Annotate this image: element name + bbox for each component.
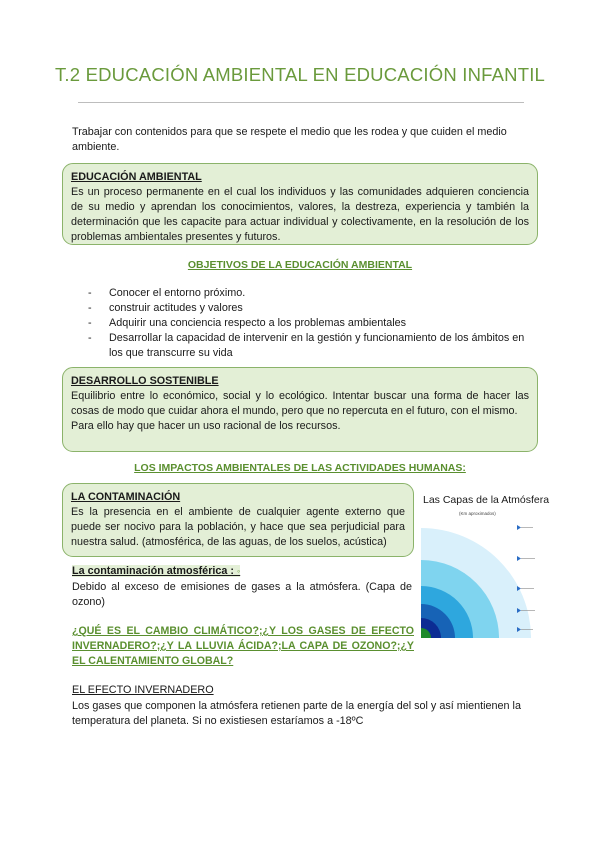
arrow-icon (517, 525, 521, 530)
air-pollution-title-text: La contaminación atmosférica : (72, 565, 234, 577)
air-pollution-text: Debido al exceso de emisiones de gases a la atmósfera. (Capa de ozono) (72, 581, 412, 608)
objectives-heading: OBJETIVOS DE LA EDUCACIÓN AMBIENTAL (187, 259, 413, 271)
greenhouse-title: EL EFECTO INVERNADERO (72, 684, 214, 696)
impacts-heading: LOS IMPACTOS AMBIENTALES DE LAS ACTIVIDADES HUMANAS: (134, 462, 466, 474)
list-item-text: Adquirir una conciencia respecto a los problemas ambientales (109, 317, 407, 329)
atmosphere-layers-figure (421, 490, 558, 640)
climate-questions: ¿QUÉ ES EL CAMBIO CLIMÁTICO?;¿Y LOS GASES DE EFECTO INVERNADERO?;¿Y LA LLUVIA ÁCIDA?;LA CAPA DE OZONO?;¿Y EL CALENTAMIENTO GLOBAL? (72, 625, 414, 667)
list-item-text: Desarrollar la capacidad de intervenir en la gestión y funcionamiento de los ámbitos en los que transcurre su vida (109, 332, 525, 359)
pollution-text: Es la presencia en el ambiente de cualquier agente externo que puede ser nocivo para la población, y hace que sea perjudicial para nuestra salud. (atmosférica, de las aguas, de los suelos, acústica) (71, 506, 405, 548)
title-divider (78, 102, 524, 103)
list-item (88, 331, 528, 361)
environmental-education-text: Es un proceso permanente en el cual los individuos y las comunidades adquieren conciencia de su medio y aprendan los conocimientos, valores, la destreza, experiencia y también la determinación que les capacite para actuar individual y colectivamente, en la resolución de los problemas ambientales presentes y futuros. (71, 186, 529, 243)
bullet-dash: - (88, 302, 92, 314)
intro-paragraph: Trabajar con contenidos para que se respete el medio que les rodea y que cuiden el medio ambiente. (72, 126, 507, 153)
environmental-education-title: EDUCACIÓN AMBIENTAL (71, 171, 202, 183)
list-item (88, 286, 528, 301)
atmosphere-diagram (421, 490, 558, 640)
sustainable-development-text-2: Para ello hay que hacer un uso racional de los recursos. (71, 420, 341, 432)
bullet-dash: - (88, 287, 92, 299)
greenhouse-text: Los gases que componen la atmósfera retienen parte de la energía del sol y así mientienen la temperatura del planeta. Si no existiesen estaríamos a -18ºC (72, 700, 521, 727)
list-item (88, 301, 528, 316)
list-item (88, 316, 528, 331)
sustainable-development-title: DESARROLLO SOSTENIBLE (71, 375, 219, 387)
objectives-list (88, 286, 528, 361)
page-title: T.2 EDUCACIÓN AMBIENTAL EN EDUCACIÓN INFANTIL (54, 64, 546, 85)
pollution-box (62, 483, 414, 557)
bullet-dash: - (88, 332, 92, 344)
bookmark-icon: ◦ (237, 566, 241, 576)
air-pollution-title (72, 565, 240, 577)
bullet-dash: - (88, 317, 92, 329)
environmental-education-box (62, 163, 538, 245)
list-item-text: Conocer el entorno próximo. (109, 287, 246, 299)
sustainable-development-box (62, 367, 538, 452)
figure-title: Las Capas de la Atmósfera (423, 494, 550, 506)
pollution-title: LA CONTAMINACIÓN (71, 491, 181, 503)
arrow-icon (517, 556, 521, 561)
sustainable-development-text: Equilibrio entre lo económico, social y lo ecológico. Intentar buscar una forma de hacer las cosas de modo que cuidar ahora el mundo, pero que no repercuta en el futuro, con el mismo. (71, 390, 529, 417)
list-item-text: construir actitudes y valores (109, 302, 243, 314)
figure-subtitle: (Km aproximados) (459, 511, 496, 516)
